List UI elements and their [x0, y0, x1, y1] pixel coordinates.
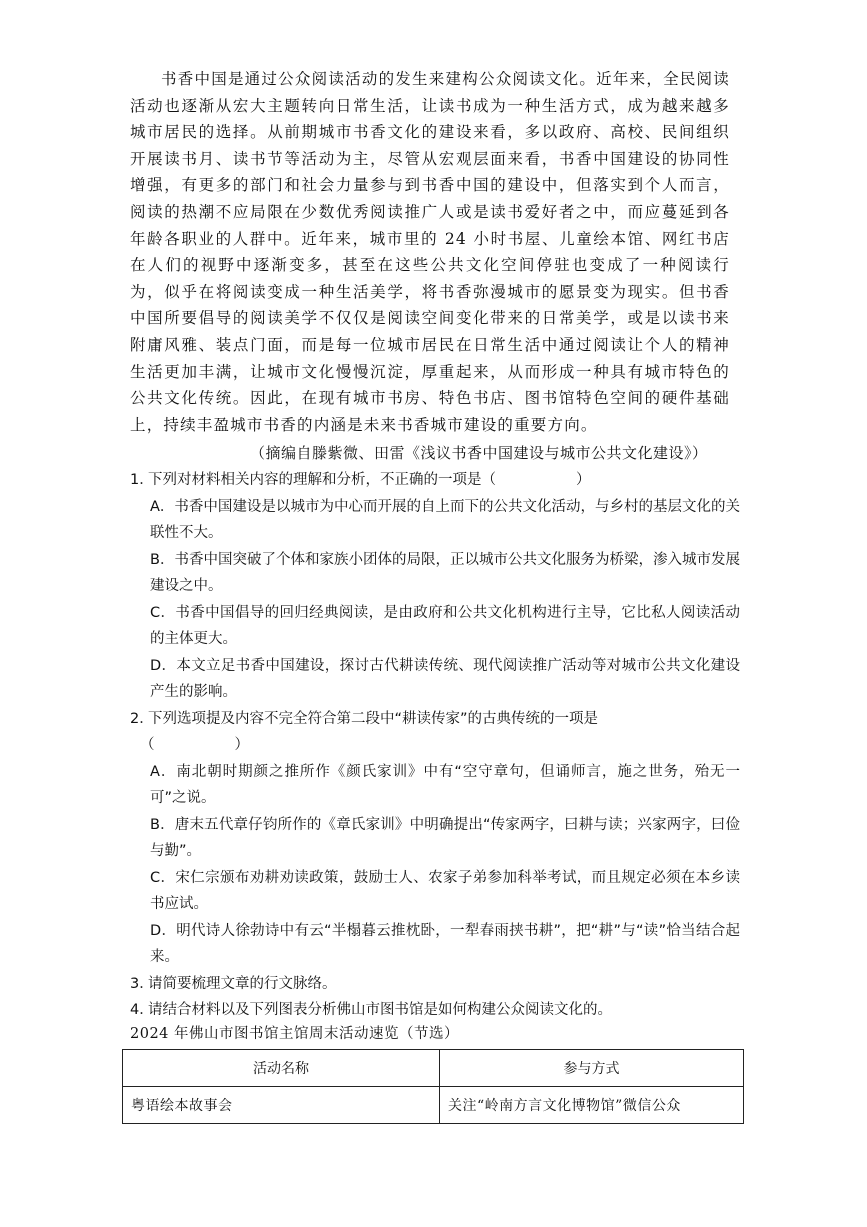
question-1-option-d: D．本文立足书香中国建设，探讨古代耕读传统、现代阅读推广活动等对城市公共文化建设产生的影响。 [150, 657, 740, 700]
table-cell-method: 关注“岭南方言文化博物馆”微信公众 [440, 1087, 744, 1124]
question-2-stem [130, 706, 750, 759]
question-section [130, 467, 750, 1024]
question-2-text-end: ） [234, 737, 249, 753]
passage-source: （摘编自滕紫微、田雷《浅议书香中国建设与城市公共文化建设》） [250, 444, 708, 462]
question-1-option-a: A．书香中国建设是以城市为中心而开展的自上而下的公共文化活动，与乡村的基层文化的关联性不大。 [150, 498, 740, 541]
passage-paragraph: 书香中国是通过公众阅读活动的发生来建构公众阅读文化。近年来，全民阅读活动也逐渐从宏大主题转向日常生活，让读书成为一种生活方式，成为越来越多城市居民的选择。从前期城市书香文化的建设来看，多以政府、高校、民间组织开展读书月、读书节等活动为主，尽管从宏观层面来看，书香中国建设的协同性增强，有更多的部门和社会力量参与到书香中国的建设中，但落实到个人而言，阅读的热潮不应局限在少数优秀阅读推广人或是读书爱好者之中，而应蔓延到各年龄各职业的人群中。近年来，城市里的 24 小时书屋、儿童绘本馆、网红书店在人们的视野中逐渐变多，甚至在这些公共文化空间停驻也变成了一种阅读行为，似乎在将阅读变成一种生活美学，将书香弥漫城市的愿景变为现实。但书香中国所要倡导的阅读美学不仅仅是阅读空间变化带来的日常美学，或是以读书来附庸风雅、装点门面，而是每一位城市居民在日常生活中通过阅读让个人的精神生活更加丰满，让城市文化慢慢沉淀，厚重起来，从而形成一种具有城市特色的公共文化传统。因此，在现有城市书房、特色书店、图书馆特色空间的硬件基础上，持续丰盈城市书香的内涵是未来书香城市建设的重要方向。 [130, 70, 730, 434]
table-header-activity: 活动名称 [123, 1050, 440, 1087]
activity-table [122, 1049, 744, 1124]
table-title: 2024 年佛山市图书馆主馆周末活动速览（节选） [130, 1026, 460, 1042]
question-2-number: 2． [130, 710, 154, 727]
table-header-method: 参与方式 [440, 1050, 744, 1087]
question-1-text: 下列对材料相关内容的理解和分析，不正确的一项是（ [148, 472, 496, 488]
question-3-text: 请简要梳理文章的行文脉络。 [148, 975, 337, 992]
question-1-option-b: B．书香中国突破了个体和家族小团体的局限，正以城市公共文化服务为桥梁，渗入城市发展建设之中。 [150, 551, 740, 594]
question-1-number: 1． [130, 472, 154, 488]
question-2-text: 下列选项提及内容不完全符合第二段中“耕读传家”的古典传统的一项是 [148, 710, 599, 727]
question-3-stem [130, 971, 750, 998]
table-row [123, 1087, 744, 1124]
question-1-stem [130, 467, 750, 494]
question-2-option-b: B．唐末五代章仔钧所作的《章氏家训》中明确提出“传家两字，曰耕与读；兴家两字，曰俭与勤”。 [150, 816, 740, 859]
question-3-number: 3． [130, 975, 154, 992]
question-4-number: 4． [130, 1002, 154, 1018]
question-2-text-line2: （ [140, 737, 155, 753]
question-1-option-c: C．书香中国倡导的回归经典阅读，是由政府和公共文化机构进行主导，它比私人阅读活动的主体更大。 [150, 604, 740, 647]
question-4-text: 请结合材料以及下列图表分析佛山市图书馆是如何构建公众阅读文化的。 [148, 1002, 612, 1018]
question-4-stem [130, 997, 750, 1024]
table-header-row [123, 1050, 744, 1087]
table-cell-activity: 粤语绘本故事会 [123, 1087, 440, 1124]
question-1-text-end: ） [576, 472, 591, 488]
question-2-option-d: D．明代诗人徐勃诗中有云“半榻暮云推枕卧，一犁春雨挟书耕”，把“耕”与“读”恰当结合起来。 [150, 922, 740, 965]
question-2-option-a: A．南北朝时期颜之推所作《颜氏家训》中有“空守章句，但诵师言，施之世务，殆无一可”之说。 [150, 763, 740, 806]
question-2-option-c: C．宋仁宗颁布劝耕劝读政策，鼓励士人、农家子弟参加科举考试，而且规定必须在本乡读书应试。 [150, 869, 740, 912]
